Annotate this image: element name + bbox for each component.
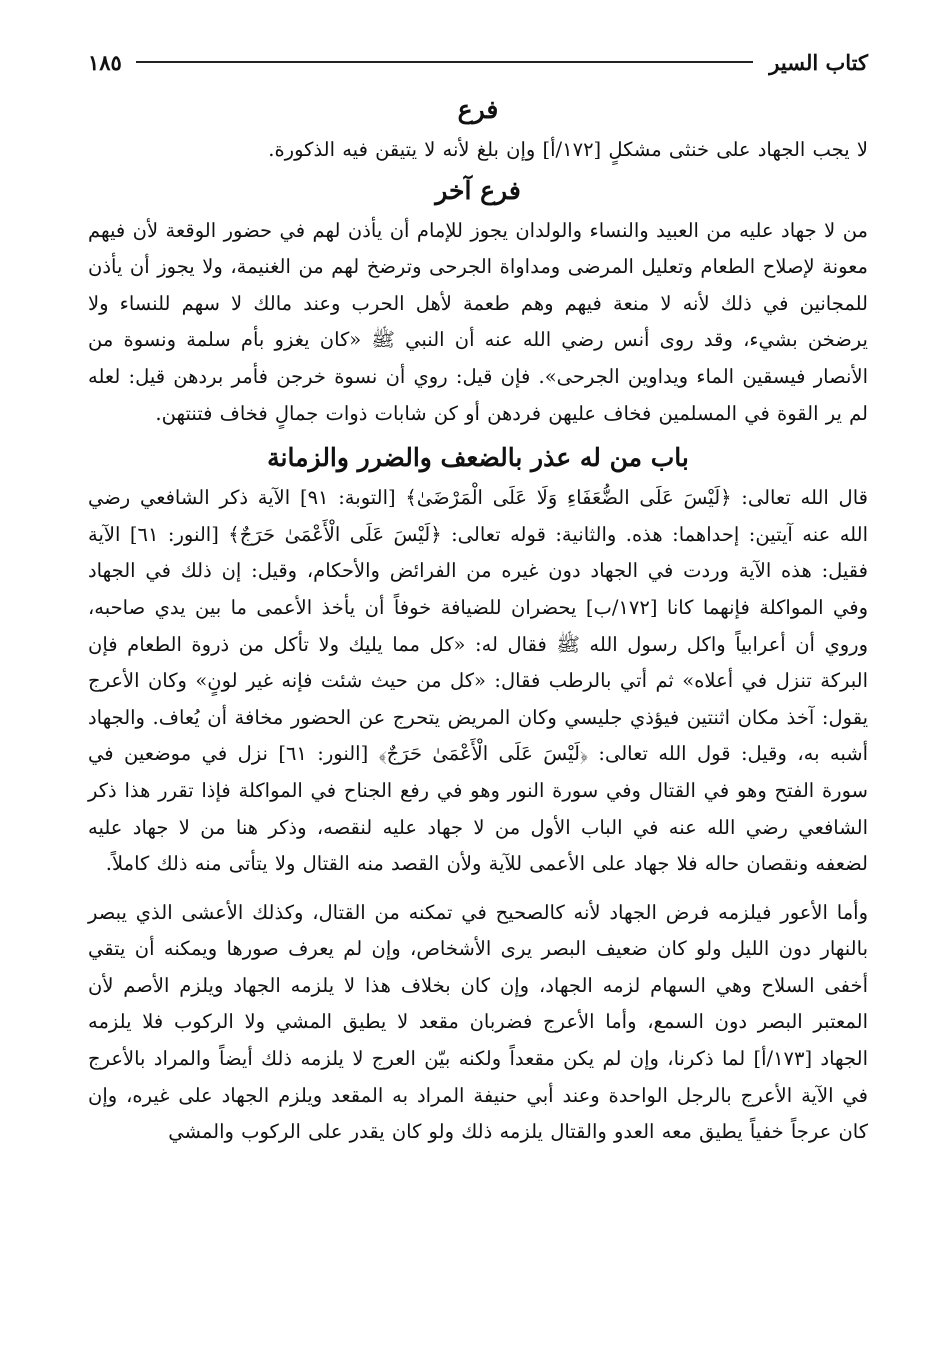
paragraph: من لا جهاد عليه من العبيد والنساء والولدان يجوز للإمام أن يأذن لهم في حضور الوقعة لأن فيهم معونة لإصلاح الطعام وتعليل المرضى ومداواة الجرحى وترضخ لهم من الغنيمة، ولا يجوز أن يأذن للمجانين في ذلك لأنه لا منعة فيهم وهم طعمة لأهل الحرب وعند مالك لا سهم للنساء ولا يرضخن بشيء، وقد روى أنس رضي الله عنه أن النبي ﷺ «كان يغزو بأم سلمة ونسوة من الأنصار فيسقين الماء ويداوين الجرحى». فإن قيل: روي أن نسوة خرجن فأمر بردهن قيل: لعله لم ير القوة في المسلمين فخاف عليهن فردهن أو كن شابات ذوات جمالٍ فخاف فتنتهن. [88, 218, 868, 425]
paragraph: قال الله تعالى: ﴿لَيْسَ عَلَى الضُّعَفَاءِ وَلَا عَلَى الْمَرْضَىٰ﴾ [التوبة: ٩١] الآية ذكر الشافعي رضي الله عنه آيتين: إحداهما: هذه. والثانية: قوله تعالى: ﴿لَيْسَ عَلَى الْأَعْمَىٰ حَرَجٌ﴾ [النور: ٦١] الآية فقيل: هذه الآية وردت في الجهاد دون غيره من الفرائض والأحكام، وقيل: إن ذلك في الجهاد وفي المواكلة فإنهما كانا [١٧٢/ب] يحضران للضيافة خوفاً أن يأخذ الأعمى ما بين يدي صاحبه، وروي أن أعرابياً واكل رسول الله ﷺ فقال له: «كل مما يليك ولا تأكل من ذروة الطعام فإن البركة تنزل في أعلاه» ثم أتي بالرطب فقال: «كل من حيث شئت فإنه غير لونٍ» وكان الأعرج يقول: آخذ مكان اثنتين فيؤذي جليسي وكان المريض يتحرج عن الحضور مخافة أن يُعاف. والجهاد أشبه به، وقيل: قول الله تعالى: ﴿لَيْسَ عَلَى الْأَعْمَىٰ حَرَجٌ﴾ [النور: ٦١] نزل في موضعين في سورة الفتح وهو في القتال وفي سورة النور وهو في رفع الجناح في المواكلة فإذا تقرر هذا ذكر الشافعي رضي الله عنه في الباب الأول من لا جهاد عليه لنقصه، وذكر هنا من لا جهاد عليه لضعفه ونقصان حاله فلا جهاد على الأعمى للآية ولأن القصد منه القتال ولا يتأتى منه ذلك كاملاً. [88, 486, 868, 876]
chapter-heading: باب من له عذر بالضعف والضرر والزمانة [267, 443, 689, 473]
header-rule [136, 61, 753, 63]
running-header [88, 40, 868, 84]
section-bab-udhr [88, 436, 868, 1151]
spacer [88, 883, 868, 895]
page-number: ١٨٥ [88, 49, 122, 75]
section-heading: فرع [457, 95, 499, 124]
paragraph: لا يجب الجهاد على خنثى مشكلٍ [١٧٢/أ] وإن بلغ لأنه لا يتيقن فيه الذكورة. [268, 138, 868, 161]
book-page [88, 40, 868, 1340]
section-far-akhar [88, 169, 868, 433]
paragraph: وأما الأعور فيلزمه فرض الجهاد لأنه كالصحيح في تمكنه من القتال، وكذلك الأعشى الذي يبصر بالنهار دون الليل ولو كان ضعيف البصر يرى الأشخاص، وإن لم يعرف صورها ويمكنه أن يتقي أخفى السلاح وهي السهام لزمه الجهاد، وإن كان بخلاف هذا لا يلزمه الجهاد ويلزم الأصم لأن المعتبر البصر دون السمع، وأما الأعرج فضربان مقعد لا يطيق المشي ولا الركوب فلا يلزمه الجهاد [١٧٣/أ] لما ذكرنا، وإن لم يكن مقعداً ولكنه بيّن العرج لا يلزمه ذلك أيضاً والمراد بالأعرج في الآية الأعرج بالرجل الواحدة وعند أبي حنيفة المراد به المقعد ويلزم الجهاد على غيره، وإن كان عرجاً خفياً يطيق معه العدو والقتال يلزمه ذلك ولو كان يقدر على الركوب والمشي [88, 900, 868, 1144]
book-title: كتاب السير [769, 49, 868, 75]
section-far [88, 88, 868, 169]
section-heading: فرع آخر [435, 175, 521, 205]
